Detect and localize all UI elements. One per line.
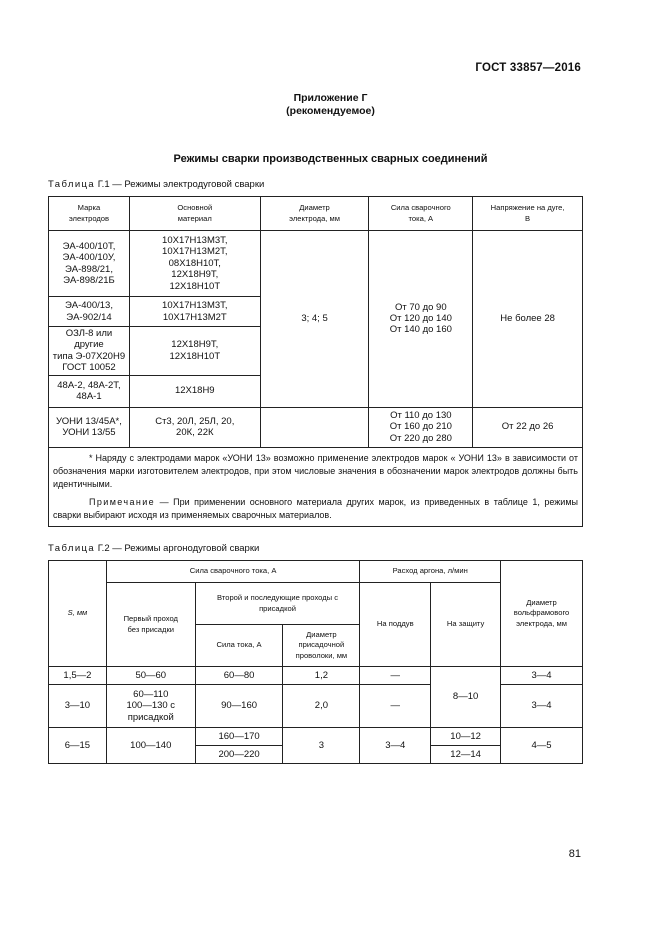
electrode-cell: ЭА-400/13, ЭА-902/14: [49, 297, 130, 327]
first-pass-cell: 100—140: [106, 728, 195, 764]
table1-caption: [48, 179, 264, 190]
thickness-cell: 6—15: [49, 728, 107, 764]
wire-cell: 2,0: [283, 685, 360, 728]
first-pass-cell: 60—110 100—130 с присадкой: [106, 685, 195, 728]
electrode-cell: ОЗЛ-8 или другие типа Э-07Х20Н9 ГОСТ 10052: [49, 327, 130, 376]
table-row: [49, 667, 583, 685]
header-wire: Диаметр присадочной проволоки, мм: [283, 625, 360, 667]
under-cell: —: [360, 667, 431, 685]
current-cell: От 110 до 130 От 160 до 210 От 220 до 280: [369, 407, 473, 447]
note-paragraph: [53, 496, 578, 522]
header-voltage: Напряжение на дуге, В: [473, 197, 583, 231]
material-cell: 10Х17Н13М3Т, 10Х17Н13М2Т, 08Х18Н10Т, 12Х18Н9Т, 12Х18Н10Т: [129, 231, 260, 297]
tungsten-cell: 3—4: [501, 667, 583, 685]
tungsten-cell: 4—5: [501, 728, 583, 764]
under-cell: —: [360, 685, 431, 728]
standard-number: ГОСТ 33857—2016: [475, 62, 581, 74]
voltage-cell: От 22 до 26: [473, 407, 583, 447]
under-cell: 3—4: [360, 728, 431, 764]
protect-cell: 12—14: [431, 746, 501, 764]
header-diameter: Диаметр электрода, мм: [260, 197, 369, 231]
thickness-label: S, мм: [67, 608, 88, 618]
header-thickness: [49, 561, 107, 667]
first-pass-cell: 50—60: [106, 667, 195, 685]
table-header-row: [49, 197, 583, 231]
section-title: Режимы сварки производственных сварных соединений: [173, 153, 488, 165]
table2-caption-prefix: Таблица: [48, 543, 96, 554]
wire-cell: 3: [283, 728, 360, 764]
electrode-cell: УОНИ 13/45А*, УОНИ 13/55: [49, 407, 130, 447]
header-electrode: Марка электродов: [49, 197, 130, 231]
table-electric-arc-welding: [48, 196, 583, 527]
table-header-row: [49, 561, 583, 583]
table2-caption-text: Г.2 — Режимы аргонодуговой сварки: [95, 543, 260, 554]
electrode-cell: ЭА-400/10Т, ЭА-400/10У, ЭА-898/21, ЭА-898/21Б: [49, 231, 130, 297]
header-second-passes: Второй и последующие проходы с присадкой: [195, 583, 360, 625]
voltage-cell: Не более 28: [473, 231, 583, 408]
footnote-text: * Наряду с электродами марок «УОНИ 13» возможно применение электродов марок « УОНИ 13» в зависимости от обозначения марки изготовителем электродов, при этом числовые значения в обозначении марок электродов должны быть идентичными.: [53, 452, 578, 489]
wire-cell: 1,2: [283, 667, 360, 685]
material-cell: 12Х18Н9: [129, 375, 260, 407]
table-row: [49, 407, 583, 447]
diameter-cell: 3; 4; 5: [260, 231, 369, 408]
header-protect: На защиту: [431, 583, 501, 667]
appendix-subtitle: (рекомендуемое): [286, 105, 375, 117]
table1-caption-prefix: Таблица: [48, 179, 96, 190]
table1-caption-text: Г.1 — Режимы электродуговой сварки: [95, 179, 265, 190]
note-label: Примечание: [89, 496, 156, 507]
header-current-group: Сила сварочного тока, А: [106, 561, 360, 583]
header-current: Сила тока, А: [195, 625, 283, 667]
table2-caption: [48, 543, 259, 554]
table-argon-arc-welding: [48, 560, 583, 764]
thickness-cell: 3—10: [49, 685, 107, 728]
current-cell: 90—160: [195, 685, 283, 728]
header-tungsten: Диаметр вольфрамового электрода, мм: [501, 561, 583, 667]
electrode-cell: 48А-2, 48А-2Т, 48А-1: [49, 375, 130, 407]
material-cell: Ст3, 20Л, 25Л, 20, 20К, 22К: [129, 407, 260, 447]
protect-cell: 10—12: [431, 728, 501, 746]
note-text: — При применении основного материала других марок, из приведенных в таблице 1, режимы сварки выбирают исходя из применяемых сварочных материалов.: [53, 496, 578, 520]
header-argon-group: Расход аргона, л/мин: [360, 561, 501, 583]
header-first-pass: Первый проход без присадки: [106, 583, 195, 667]
table-row: [49, 685, 583, 728]
current-cell: От 70 до 90 От 120 до 140 От 140 до 160: [369, 231, 473, 408]
header-under: На поддув: [360, 583, 431, 667]
appendix-title: Приложение Г: [293, 92, 368, 104]
material-cell: 12Х18Н9Т, 12Х18Н10Т: [129, 327, 260, 376]
table-row: [49, 728, 583, 746]
protect-cell: 8—10: [431, 667, 501, 728]
thickness-cell: 1,5—2: [49, 667, 107, 685]
footnote-cell: [49, 447, 583, 526]
table-row: [49, 231, 583, 297]
material-cell: 10Х17Н13М3Т, 10Х17Н13М2Т: [129, 297, 260, 327]
page-number: 81: [568, 848, 581, 860]
current-cell: 200—220: [195, 746, 283, 764]
header-current: Сила сварочного тока, А: [369, 197, 473, 231]
current-cell: 160—170: [195, 728, 283, 746]
current-cell: 60—80: [195, 667, 283, 685]
diameter-empty-cell: [260, 407, 369, 447]
header-material: Основной материал: [129, 197, 260, 231]
tungsten-cell: 3—4: [501, 685, 583, 728]
table-footnote-row: [49, 447, 583, 526]
